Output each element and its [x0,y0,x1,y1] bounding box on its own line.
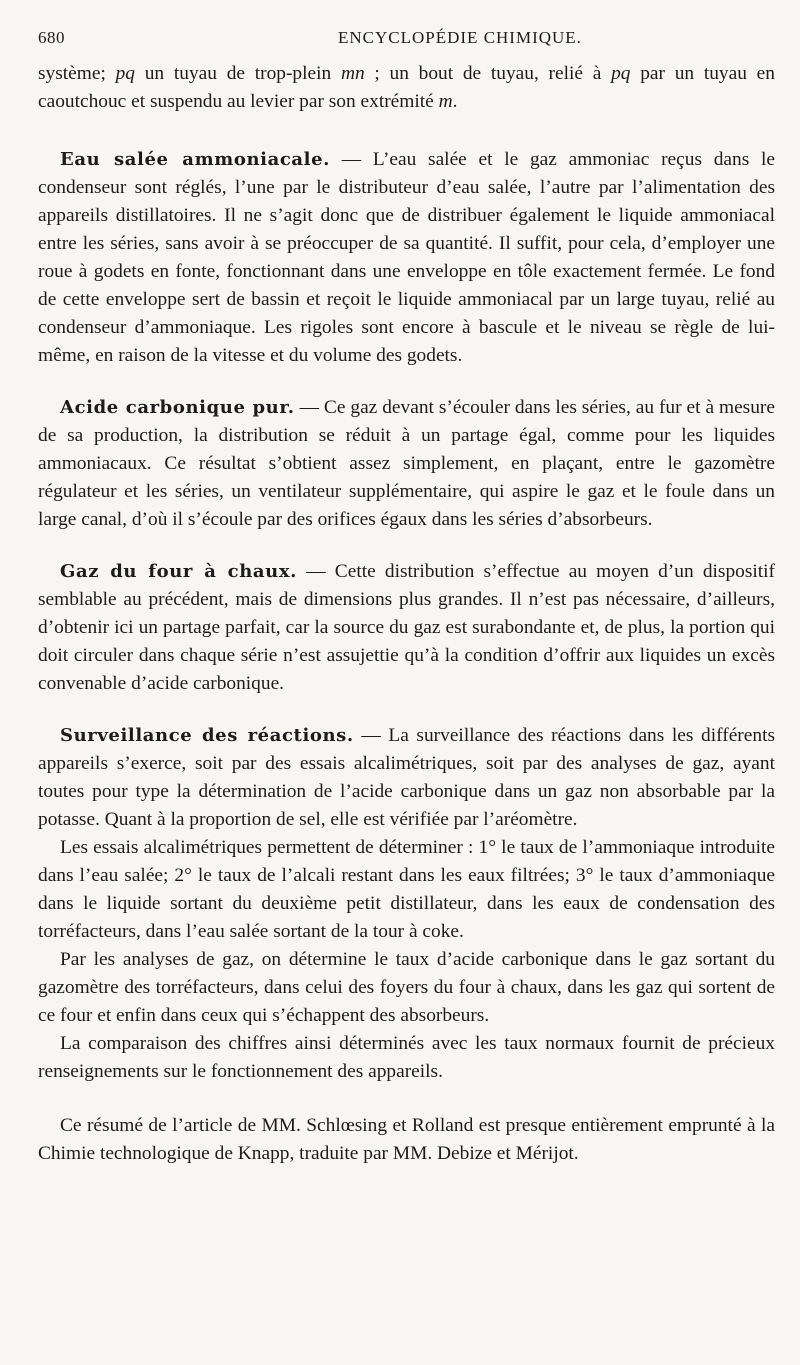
section-heading: Eau salée ammoniacale. [60,149,331,170]
section-surveillance [38,722,775,834]
paragraph-analyses: Par les analyses de gaz, on détermine le taux d’acide carbonique dans le gaz sortant du gazomètre des torréfacteurs, dans celui des foyers du four à chaux, dans les gaz qui sortent de ce four et enfin dans ceux qui s’échappent des absorbeurs. [38,949,775,1026]
paragraph-comparaison: La comparaison des chiffres ainsi déterminés avec les taux normaux fournit de précieux renseignements sur le fonctionnement des appareils. [38,1033,775,1082]
section-acide-carbonique [38,394,775,534]
section-text: — L’eau salée et le gaz ammoniac reçus dans le condenseur sont réglés, l’une par le distributeur d’eau salée, l’autre par l’alimentation des appareils distillatoires. Il ne s’agit donc que de distribuer également le liquide ammoniacal entre les séries, sans avoir à se préoccuper de sa quantité. Il suffit, pour cela, d’employer une roue à godets en fonte, fonctionnant dans une enveloppe en tôle exactement fermée. Le fond de cette enveloppe sert de bassin et reçoit le liquide ammoniacal par un large tuyau, relié au condenseur d’ammoniaque. Les rigoles sont encore à bascule et le niveau se règle de lui-même, en raison de la vitesse et du volume des godets. [38,149,775,366]
section-heading: Gaz du four à chaux. [60,561,298,582]
page-number: 680 [38,28,65,47]
section-heading: Surveillance des réactions. [60,725,354,746]
source-note: Ce résumé de l’article de MM. Schlœsing et Rolland est presque entièrement emprunté à la Chimie technologique de Knapp, traduite par MM. Debize et Mérijot. [38,1115,775,1164]
section-text: — Ce gaz devant s’écouler dans les séries, au fur et à mesure de sa production, la distribution se réduit à un partage égal, comme pour les liquides ammoniacaux. Ce résultat s’obtient assez simplement, en plaçant, entre le gazomètre régulateur et les séries, un ventilateur supplémentaire, qui aspire le gaz et le foule dans un large canal, d’où il s’écoule par des orifices égaux dans les séries d’absorbeurs. [38,397,775,530]
running-title: ENCYCLOPÉDIE CHIMIQUE. [338,28,582,47]
section-text: — Cette distribution s’effectue au moyen d’un dispositif semblable au précédent, mais de dimensions plus grandes. Il n’est pas nécessaire, d’ailleurs, d’obtenir ici un partage parfait, car la source du gaz est surabondante et, de plus, la portion qui doit circuler dans chaque série n’est assujettie qu’à la condition d’offrir aux liquides un excès convenable d’acide carbonique. [38,561,776,694]
section-heading: Acide carbonique pur. [60,397,295,418]
section-eau-salee [38,146,775,370]
page-header [38,28,780,52]
section-gaz-four [38,558,775,698]
intro-paragraph: système; pq un tuyau de trop-plein mn ; un bout de tuyau, relié à pq par un tuyau en caoutchouc et suspendu au levier par son extrémité m. [38,63,775,112]
paragraph-essais: Les essais alcalimétriques permettent de déterminer : 1° le taux de l’ammoniaque introduite dans l’eau salée; 2° le taux de l’alcali restant dans les eaux filtrées; 3° le taux d’ammoniaque dans le liquide sortant du deuxième petit distillateur, dans les eaux de condensation des torréfacteurs, dans l’eau salée sortant de la tour à coke. [38,837,775,942]
section-text: — La surveillance des réactions dans les différents appareils s’exerce, soit par des essais alcalimétriques, soit par des analyses de gaz, ayant toutes pour type la détermination de l’acide carbonique dans un gaz non absorbable par la potasse. Quant à la proportion de sel, elle est vérifiée par l’aréomètre. [38,725,775,830]
body-text [38,60,775,1168]
